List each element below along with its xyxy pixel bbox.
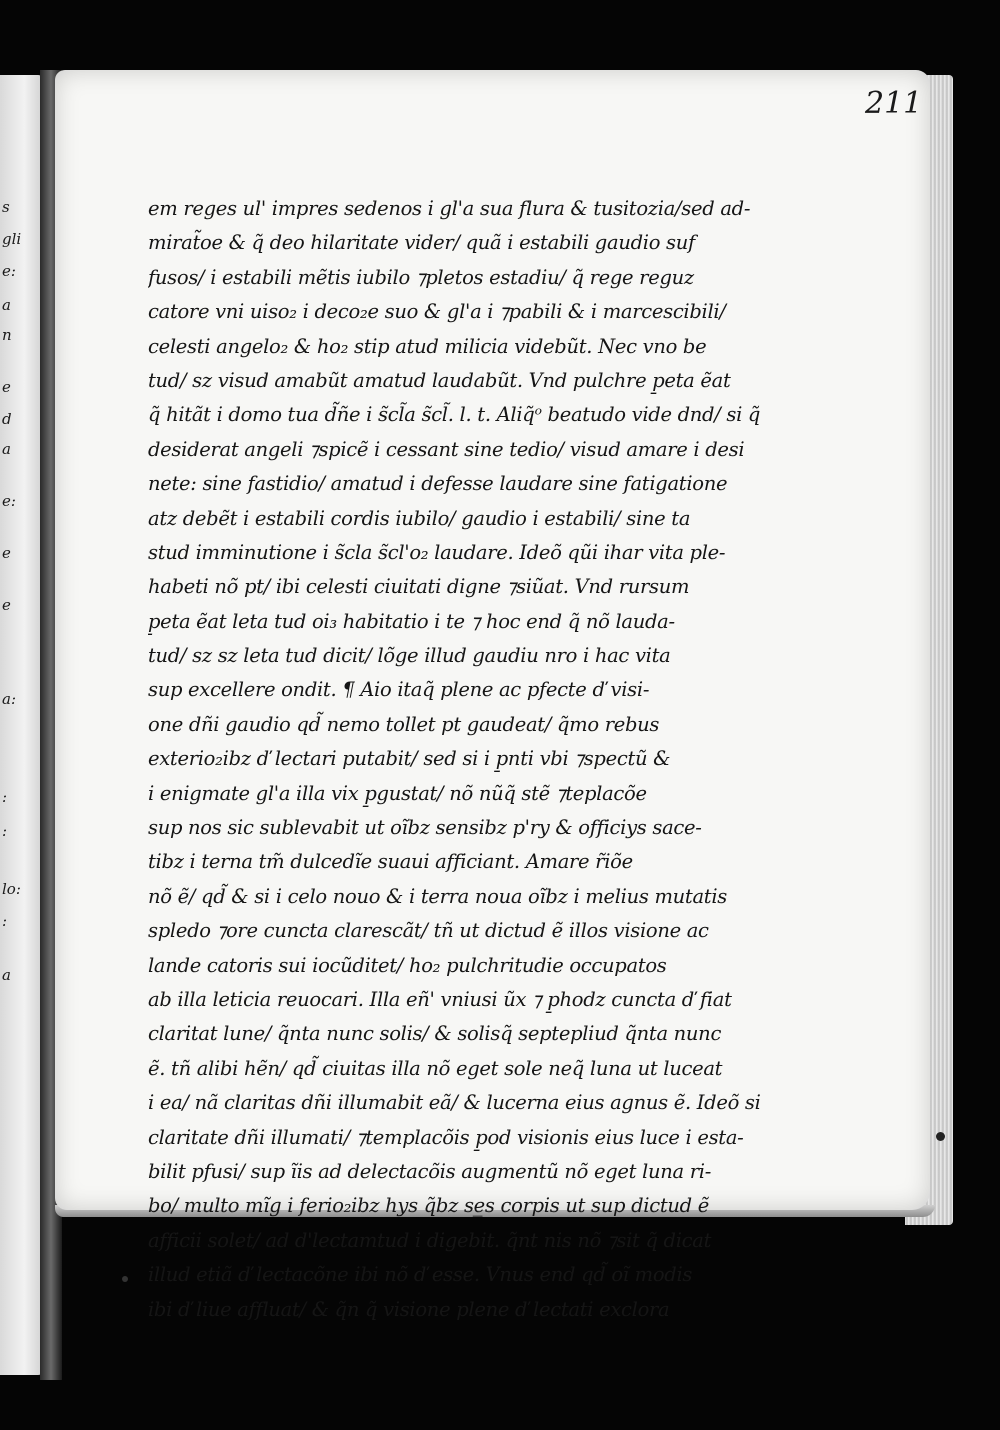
manuscript-line: stud imminutione i s̃cla s̃cl'o₂ laudare. Ideõ qũi ihar vita ple- (148, 540, 726, 564)
manuscript-line: celesti angelo₂ & ho₂ stip atud milicia videbũt. Nec vno be (148, 334, 707, 358)
manuscript-line: nete: sine fastidio/ amatud i defesse laudare sine fatigatione (148, 472, 728, 496)
left-page-fragment: e (2, 378, 11, 396)
folio-number: 211 (865, 86, 923, 121)
manuscript-line: q̃ hitãt i domo tua d̃ñe i s̃cl̃a s̃cl̃. l. t. Aliq̃ᵒ beatudo vide dnd/ si q̃ (148, 403, 761, 427)
manuscript-line: ab illa leticia reuocari. Illa eñ' vniusi ũx ⁊ p̱hodz cuncta ď fiat (148, 987, 732, 1011)
left-page-fragment: : (2, 912, 8, 930)
manuscript-line: catore vni uiso₂ i deco₂e suo & gl'a i ⁊pabili & i marcescibili/ (148, 300, 726, 324)
manuscript-line: em reges ul' impres sedenos i gl'a sua flura & tusitozia/sed ad- (148, 197, 751, 220)
manuscript-line: habeti nõ pt/ ibi celesti ciuitati digne ⁊siũat. Vnd rursum (148, 575, 690, 599)
manuscript-line: sup nos sic sublevabit ut oĩbz sensibz p'ry & officiys sace- (148, 816, 702, 840)
left-page-fragment: d (2, 410, 12, 428)
manuscript-line: nõ ẽ/ qd̃ & si i celo nouo & i terra noua oĩbz i melius mutatis (148, 884, 727, 908)
manuscript-line: desiderat angeli ⁊spicẽ i cessant sine tedio/ visud amare i desi (148, 437, 745, 461)
manuscript-line: one dñi gaudio qd̃ nemo tollet pt gaudeat/ q̃mo rebus (148, 712, 660, 736)
left-page-fragment: lo: (2, 880, 21, 898)
manuscript-line: afficii solet/ ad d'lectamtud i digebit. q̃nt nis nõ ⁊sit q̃ dicat (148, 1228, 712, 1252)
left-page-fragment: a: (2, 690, 16, 708)
left-page-fragment: e: (2, 492, 16, 510)
manuscript-line: ibi ď liue affluat/ & q̃n q̃ visione plene ď lectati exclora (148, 1297, 670, 1321)
manuscript-line: exterio₂ibz ď lectari putabit/ sed si i p̱nti vbi ⁊spectũ & (148, 747, 671, 771)
left-page-fragment: n (2, 326, 12, 344)
left-page-fragment: gli (2, 230, 22, 248)
manuscript-line: illud etiã ď lectacõne ibi nõ ď esse. Vnus end qd̃ oĩ modis (148, 1263, 693, 1287)
manuscript-line: bo/ multo mĩg i ferio₂ibz hys q̃bz se̲s corpis ut sup dictud ẽ (148, 1194, 709, 1218)
manuscript-line: mirat̃oe & q̃ deo hilaritate vider/ quã i estabili gaudio suf (148, 231, 695, 255)
left-page-fragment: e: (2, 262, 16, 280)
manuscript-line: ẽ. tñ alibi hẽn/ qd̃ ciuitas illa nõ eget sole neq̃ luna ut luceat (148, 1056, 723, 1080)
left-page-fragment: s (2, 198, 10, 216)
manuscript-line: claritate dñi illumati/ ⁊templacõis p̱od visionis eius luce i esta- (148, 1125, 744, 1149)
left-page-fragment: a (2, 966, 11, 984)
manuscript-line: i ea/ nã claritas dñi illumabit eã/ & lucerna eius agnus ẽ. Ideõ si (148, 1091, 761, 1115)
manuscript-line: tud/ sz visud amabũt amatud laudabũt. Vnd pulchre p̱eta ẽat (148, 368, 731, 392)
manuscript-line: claritat lune/ q̃nta nunc solis/ & solisq̃ septepliud q̃nta nunc (148, 1022, 722, 1046)
manuscript-line: lande catoris sui iocũditet/ ho₂ pulchritudie occupatos (148, 953, 667, 977)
manuscript-line: atz debẽt i estabili cordis iubilo/ gaudio i estabili/ sine ta (148, 506, 691, 530)
manuscript-line: spledo ⁊ore cuncta clarescãt/ tñ ut dictud ẽ illos visione ac (148, 919, 709, 943)
ink-spot (122, 1276, 128, 1282)
left-page-fragment: e (2, 544, 11, 562)
manuscript-line: tud/ sz sz leta tud dicit/ lõge illud gaudiu nro i hac vita (148, 644, 671, 668)
left-facing-page (0, 75, 44, 1375)
left-page-fragment: : (2, 822, 8, 840)
left-page-fragment: a (2, 296, 11, 314)
manuscript-line: bilit pfusi/ sup ĩis ad delectacõis augmentũ nõ eget luna ri- (148, 1159, 711, 1183)
left-page-fragment: e (2, 596, 11, 614)
manuscript-line: tibz i terna tm̃ dulcedĩe suaui afficiant. Amare r̃iõe (148, 850, 633, 874)
manuscript-line: sup excellere ondit. ¶ Aio itaq̃ plene ac pfecte ď visi- (148, 678, 650, 702)
manuscript-text-block (148, 192, 788, 1327)
left-page-fragment: : (2, 788, 8, 806)
manuscript-line: i enigmate gl'a illa vix p̱gustat/ nõ nũq̃ stẽ ⁊teplacõe (148, 781, 647, 805)
ink-spot (936, 1132, 945, 1141)
left-page-fragment: a (2, 440, 11, 458)
manuscript-line: p̱eta ẽat leta tud oi₃ habitatio i te ⁊ hoc end q̃ nõ lauda- (148, 609, 675, 633)
manuscript-line: fusos/ i estabili mẽtis iubilo ⁊pletos estadiu/ q̃ rege reguz (148, 265, 694, 289)
